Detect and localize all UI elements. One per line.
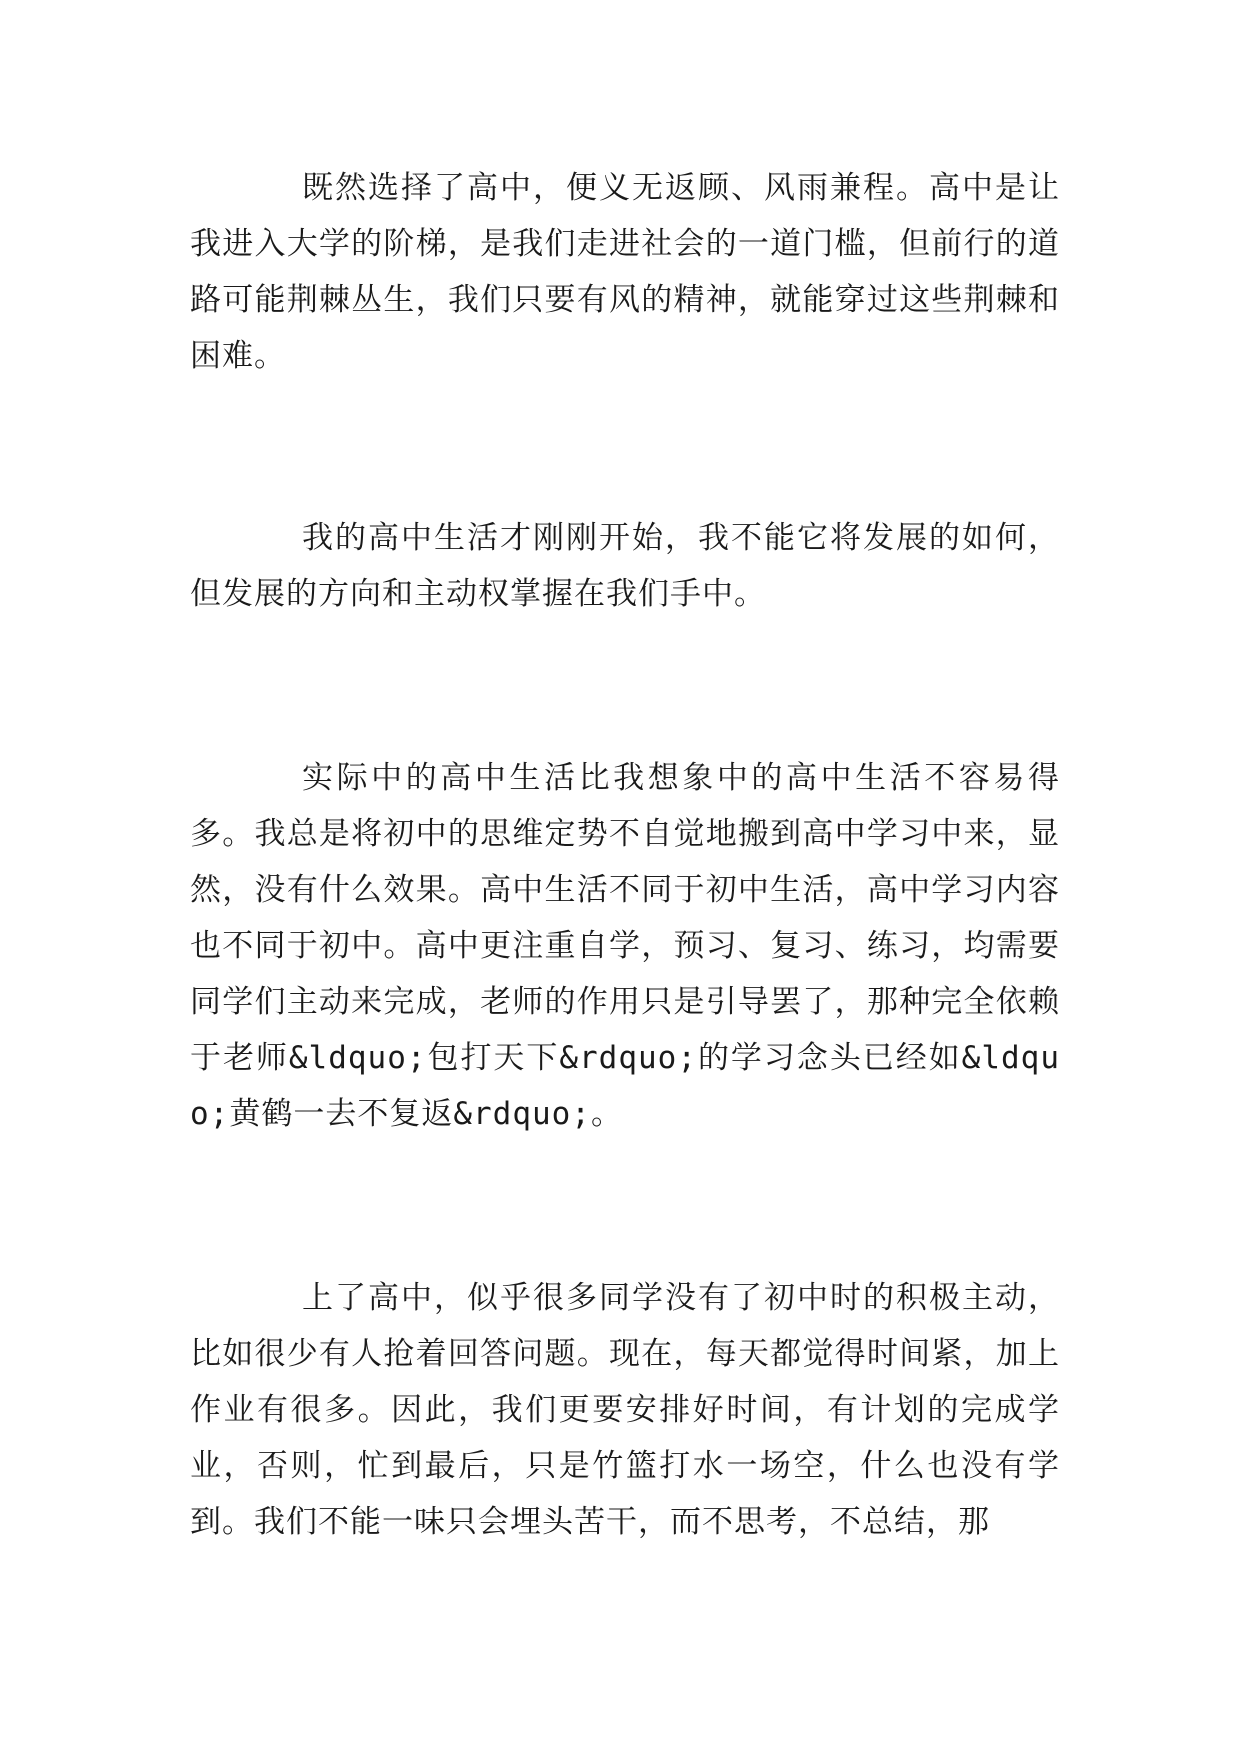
paragraph-1: 既然选择了高中，便义无返顾、风雨兼程。高中是让我进入大学的阶梯，是我们走进社会的一道门槛，但前行的道路可能荆棘丛生，我们只要有风的精神，就能穿过这些荆棘和困难。 xyxy=(190,170,1060,374)
paragraph-3: 实际中的高中生活比我想象中的高中生活不容易得多。我总是将初中的思维定势不自觉地搬到高中学习中来，显然，没有什么效果。高中生活不同于初中生活，高中学习内容也不同于初中。高中更注重自学，预习、复习、练习，均需要同学们主动来完成，老师的作用只是引导罢了，那种完全依赖于老师&ldquo;包打天下&rdquo;的学习念头已经如&ldquo;黄鹤一去不复返&rdquo;。 xyxy=(190,760,1060,1132)
paragraph-4: 上了高中，似乎很多同学没有了初中时的积极主动，比如很少有人抢着回答问题。现在，每天都觉得时间紧，加上作业有很多。因此，我们更要安排好时间，有计划的完成学业，否则，忙到最后，只是竹篮打水一场空，什么也没有学到。我们不能一味只会埋头苦干，而不思考，不总结，那 xyxy=(190,1280,1060,1540)
paragraph-2: 我的高中生活才刚刚开始，我不能它将发展的如何，但发展的方向和主动权掌握在我们手中。 xyxy=(190,520,1060,612)
